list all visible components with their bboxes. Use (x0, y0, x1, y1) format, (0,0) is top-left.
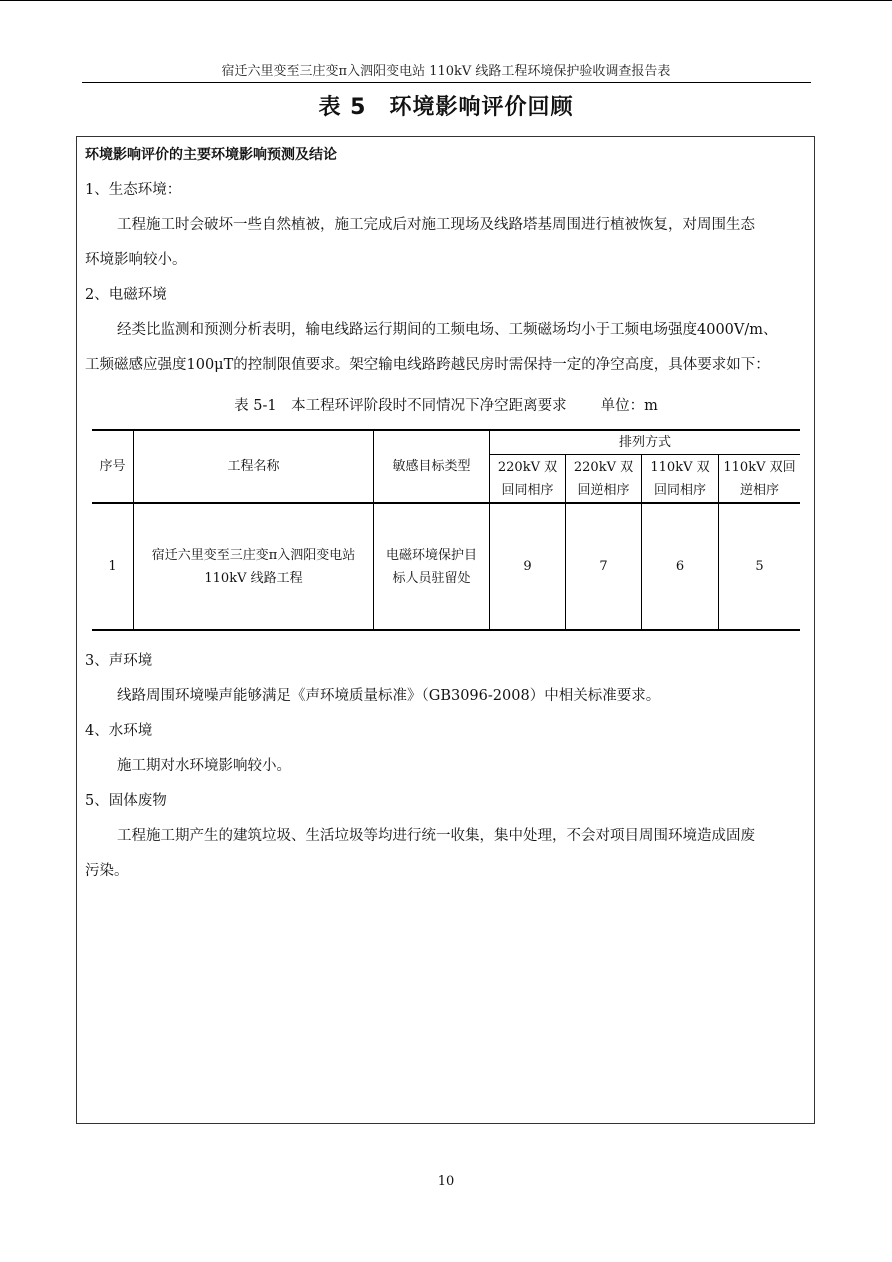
row-value-220kv-reverse: 7 (599, 559, 608, 574)
em-paragraph-line2: 工频磁感应强度100μT的控制限值要求。架空输电线路跨越民房时需保持一定的净空高度，具体要求如下： (85, 357, 770, 373)
row-value-220kv-same: 9 (523, 559, 532, 574)
page-number: 10 (437, 1174, 455, 1189)
row-value-110kv-same: 6 (675, 559, 685, 574)
header-col-b-line1: 220kV 双 (573, 459, 634, 475)
row-project-name (134, 504, 373, 629)
row-seq: 1 (108, 559, 117, 574)
em-paragraph-line1: 经类比监测和预测分析表明，输电线路运行期间的工频电场、工频磁场均小于工频电场强度4000V/m、 (117, 322, 778, 338)
header-col-220kv-reverse (566, 455, 641, 502)
em-heading: 2、电磁环境 (85, 287, 167, 303)
page-top-border (0, 0, 892, 1)
row-value-110kv-reverse: 5 (755, 559, 764, 574)
water-paragraph: 施工期对水环境影响较小。 (117, 758, 291, 774)
waste-paragraph-line2: 污染。 (85, 863, 129, 879)
noise-paragraph: 线路周围环境噪声能够满足《声环境质量标准》（GB3096-2008）中相关标准要求。 (117, 688, 661, 704)
running-header: 宿迁六里变至三庄变π入泗阳变电站 110kV 线路工程环境保护验收调查报告表 (221, 64, 671, 79)
row-target-type (374, 504, 489, 629)
waste-paragraph-line1: 工程施工期产生的建筑垃圾、生活垃圾等均进行统一收集，集中处理，不会对项目周围环境造成固废 (117, 828, 755, 844)
row-target-line2: 标人员驻留处 (392, 570, 471, 586)
eco-heading: 1、生态环境： (85, 182, 182, 198)
header-arrangement: 排列方式 (618, 435, 671, 450)
clearance-table (92, 429, 800, 632)
header-col-110kv-reverse (719, 455, 800, 502)
header-col-220kv-same (490, 455, 565, 502)
header-col-a-line2: 回同相序 (501, 482, 554, 498)
header-col-a-line1: 220kV 双 (497, 459, 558, 475)
table-unit: 单位：m (600, 398, 658, 414)
header-seq: 序号 (99, 459, 126, 474)
row-target-line1: 电磁环境保护目 (385, 547, 477, 563)
header-col-b-line2: 回逆相序 (577, 482, 630, 498)
section-heading: 环境影响评价的主要环境影响预测及结论 (85, 147, 337, 163)
waste-heading: 5、固体废物 (85, 793, 167, 809)
water-heading: 4、水环境 (85, 723, 153, 739)
table-caption-text: 表 5-1 本工程环评阶段时不同情况下净空距离要求 (234, 398, 567, 414)
eco-paragraph-line1: 工程施工时会破坏一些自然植被，施工完成后对施工现场及线路塔基周围进行植被恢复，对周围生态 (117, 217, 755, 233)
header-col-d-line1: 110kV 双回 (723, 459, 796, 475)
eco-paragraph-line2: 环境影响较小。 (85, 252, 187, 268)
header-col-c-line1: 110kV 双 (650, 459, 710, 475)
header-project-name: 工程名称 (227, 459, 280, 474)
header-col-c-line2: 回同相序 (653, 482, 706, 498)
table-bottom-rule (92, 629, 800, 631)
header-col-d-line2: 逆相序 (739, 482, 779, 498)
header-target-type: 敏感目标类型 (392, 459, 471, 474)
header-rule (82, 82, 811, 83)
page-title: 表 5 环境影响评价回顾 (318, 95, 574, 120)
row-project-name-line2: 110kV 线路工程 (204, 570, 303, 586)
row-project-name-line1: 宿迁六里变至三庄变π入泗阳变电站 (151, 547, 356, 563)
table-caption (76, 396, 816, 416)
header-col-110kv-same (642, 455, 718, 502)
noise-heading: 3、声环境 (85, 653, 153, 669)
